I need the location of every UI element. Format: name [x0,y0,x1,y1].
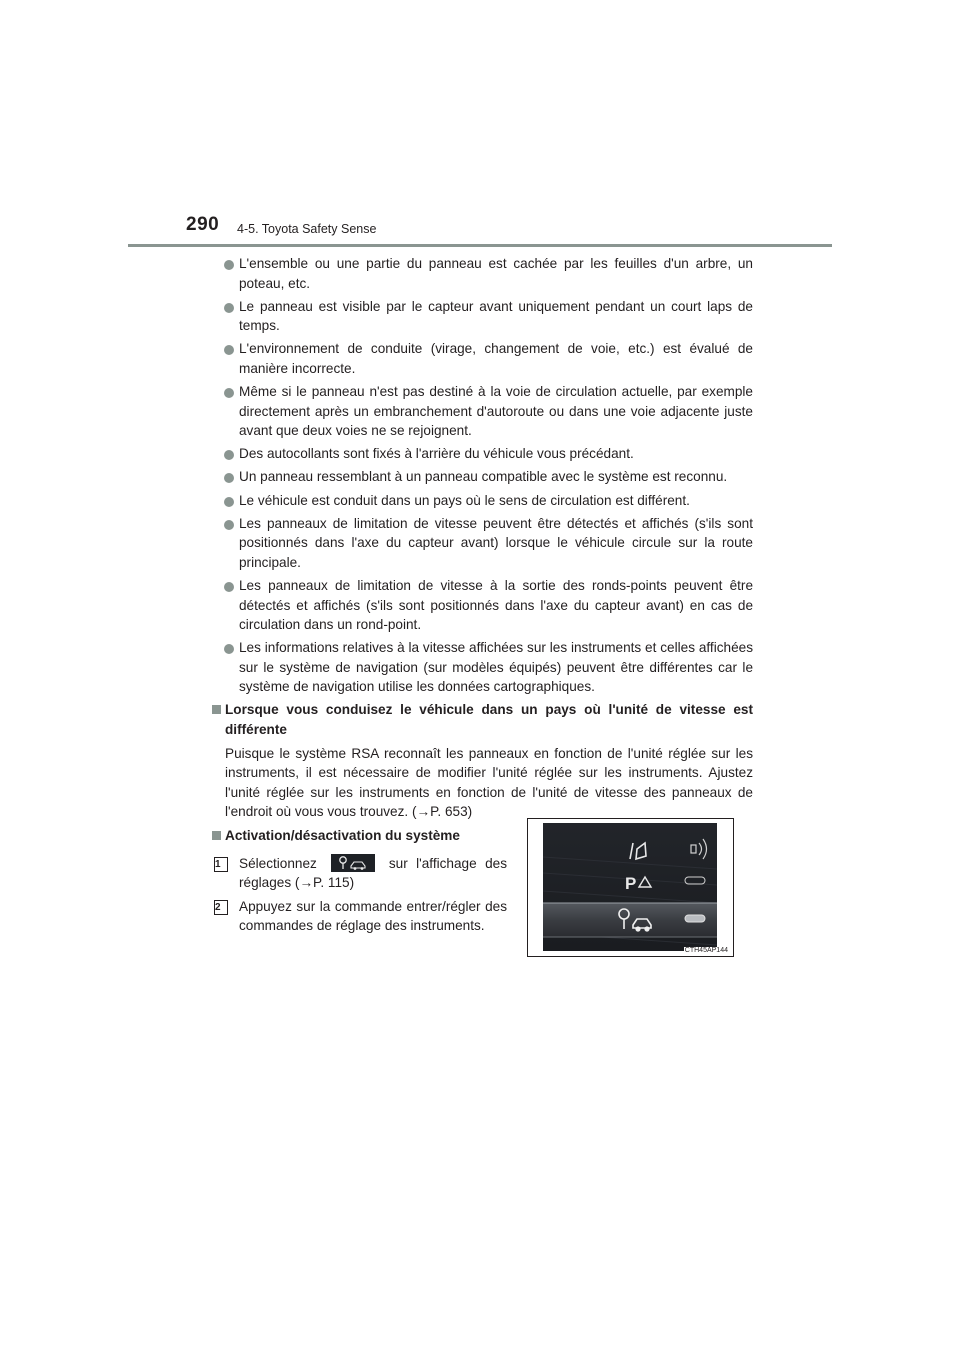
heading-text: Activation/désactivation du système [225,828,460,844]
parking-assist-letter: P [625,874,637,893]
bullet-text: Le panneau est visible par le capteur avant uniquement pendant un court laps de temps. [239,298,753,334]
step-text: Appuyez sur la commande entrer/régler des commandes de réglage des instruments. [239,898,507,934]
bullet-text: Un panneau ressemblant à un panneau compatible avec le système est reconnu. [239,469,728,485]
bullet-text: Les panneaux de limitation de vitesse à la sortie des ronds-points peuvent être détectés et affichés (s'ils sont positionnés dans l'axe du capteur avant) en cas de circulation dans un rond-point. [239,577,753,633]
heading-text: Lorsque vous conduisez le véhicule dans un pays où l'unité de vitesse est différente [225,702,753,738]
paragraph-speed-unit: Puisque le système RSA reconnaît les panneaux en fonction de l'unité réglée sur les instruments, il est nécessaire de modifier l'unité réglée sur les instruments. Ajustez l'unité réglée sur les instruments en fonction de l'unité de vitesse des panneaux de l'endroit où vous vous trouvez. (→P. 653) [225,745,753,820]
bullet-item [210,514,753,573]
toggle-on [685,915,705,922]
bullet-item [210,467,753,487]
page-number: 290 [186,214,220,235]
bullet-text: Le véhicule est conduit dans un pays où le sens de circulation est différent. [239,492,690,508]
bullet-dot-icon [224,644,234,654]
bullet-item [210,444,753,464]
bullet-dot-icon [224,473,234,483]
bullet-text: L'ensemble ou une partie du panneau est cachée par les feuilles d'un arbre, un poteau, etc. [239,256,753,291]
bullet-dot-icon [224,260,234,270]
bullet-item [210,576,753,635]
step-number-badge: 2 [214,900,228,915]
bullet-item [210,297,753,336]
bullet-item [210,382,753,441]
bullet-dot-icon [224,345,234,355]
bullet-dot-icon [224,497,234,507]
rsa-setting-icon [331,854,375,872]
settings-screen [543,823,717,951]
step-2 [210,897,507,936]
section-title: 4-5. Toyota Safety Sense [237,222,377,236]
bullet-text: Même si le panneau n'est pas destiné à la voie de circulation actuelle, par exemple directement après un embranchement d'autoroute ou dans une voie adjacente juste avant que deux voies ne se rejoignent. [239,384,753,439]
bullet-text: L'environnement de conduite (virage, changement de voie, etc.) est évalué de manière incorrecte. [239,341,753,376]
lane-departure-icon [630,843,646,859]
bullet-item [210,638,753,697]
section-heading-speed-unit [210,700,753,739]
bullet-dot-icon [224,520,234,530]
instrument-display-figure [527,818,734,957]
step-text-after: sur l'affichage des réglages (→P. 115) [239,855,507,891]
step-number-badge: 1 [214,857,228,872]
bullet-item [210,491,753,511]
bullet-dot-icon [224,388,234,398]
bullet-text: Les informations relatives à la vitesse affichées sur les instruments et celles affichées sur le système de navigation (sur modèles équipés) peuvent être différentes car le système de navigation utilise les données cartographiques. [239,640,753,695]
square-bullet-icon [212,705,221,714]
bullet-text: Des autocollants sont fixés à l'arrière du véhicule vous précédant. [239,446,634,462]
header-rule [128,244,832,247]
figure-code-label: CTH45AP144 [684,947,728,954]
bullet-dot-icon [224,303,234,313]
bullet-item [210,254,753,293]
step-1 [210,854,507,893]
parking-wave-icon [639,877,651,887]
square-bullet-icon [212,831,221,840]
blind-spot-icon [691,839,707,859]
bullet-text: Les panneaux de limitation de vitesse peuvent être détectés et affichés (s'ils sont positionnés dans l'axe du capteur avant) lorsque le véhicule circule sur la route principale. [239,515,753,570]
bullet-item [210,339,753,378]
step-text-before: Sélectionnez [239,855,317,871]
bullet-dot-icon [224,450,234,460]
bullet-dot-icon [224,582,234,592]
